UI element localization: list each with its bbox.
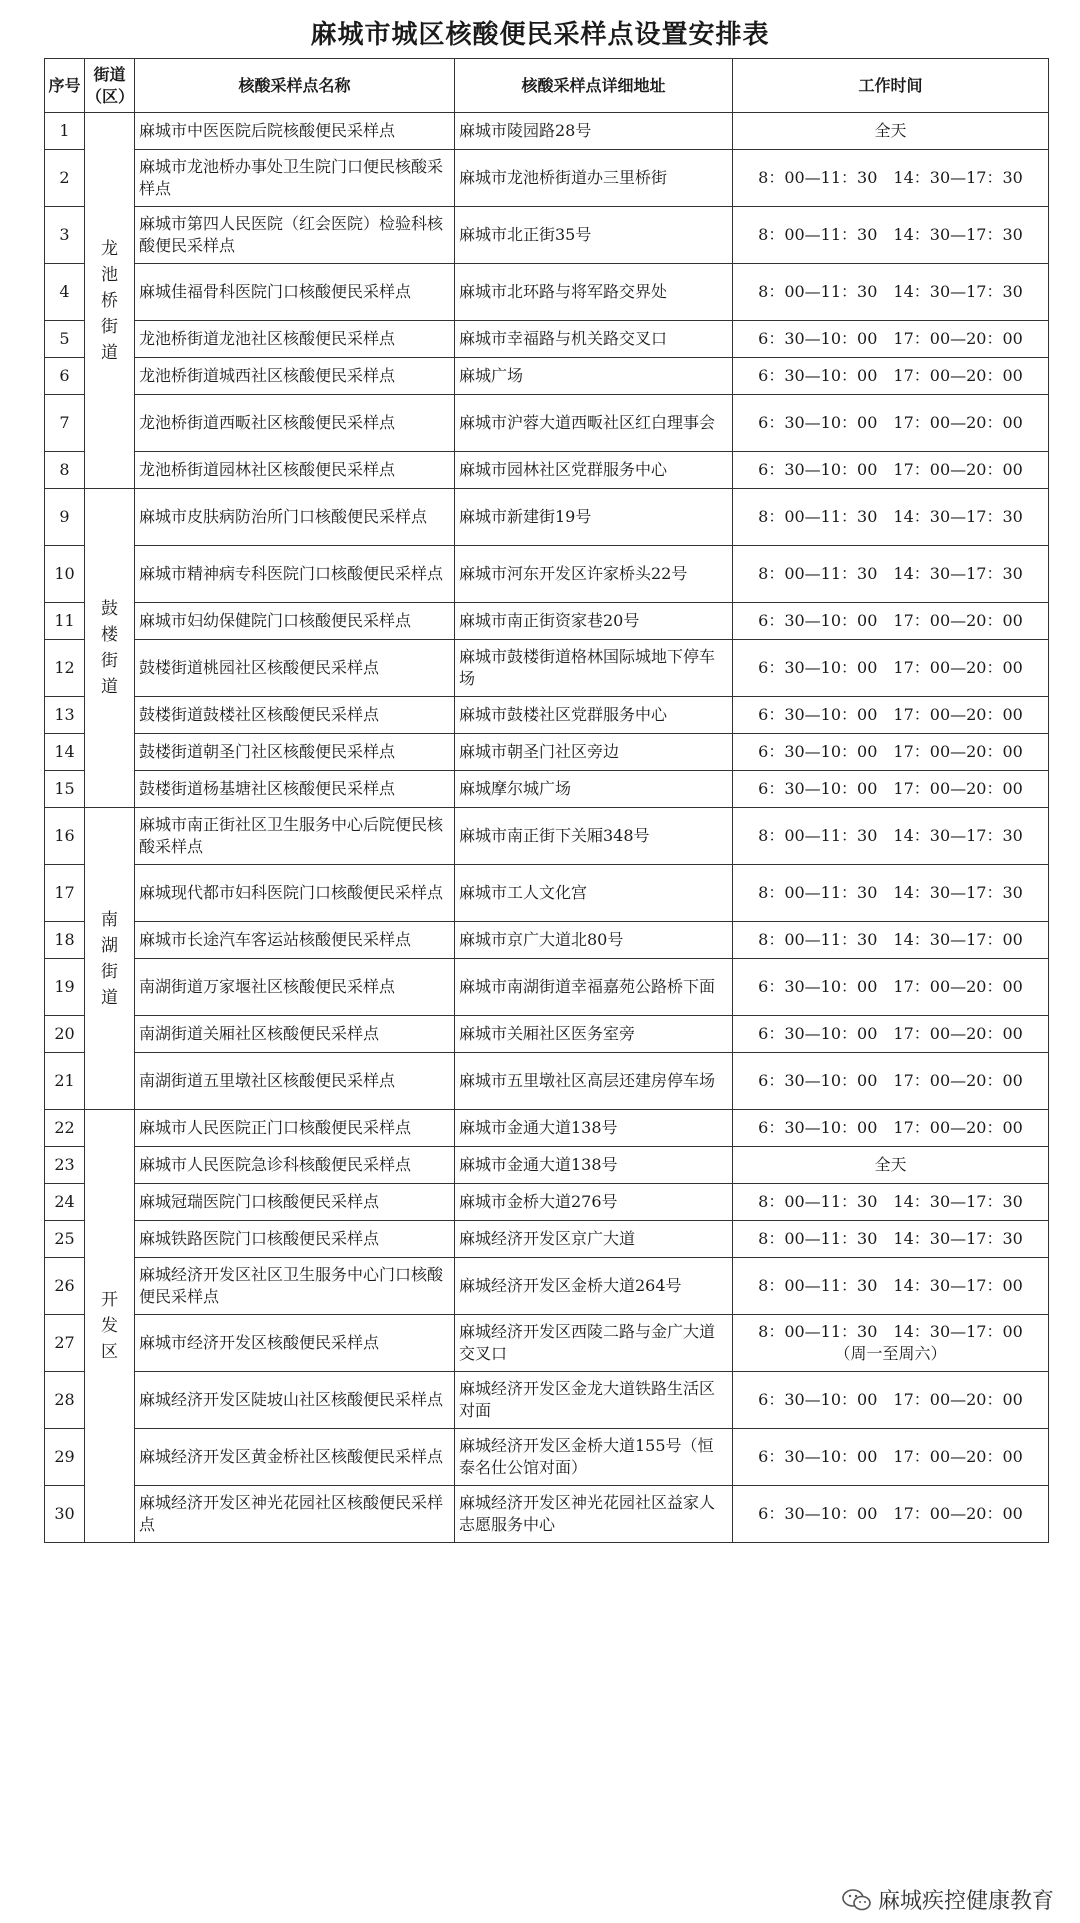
work-time-text: 8：00—11：30 14：30—17：30	[758, 826, 1023, 845]
cell-seq: 28	[45, 1372, 85, 1429]
cell-seq: 23	[45, 1147, 85, 1184]
cell-site-name: 麻城市第四人民医院（红会医院）检验科核酸便民采样点	[135, 207, 455, 264]
cell-work-time	[733, 734, 1049, 771]
page-title: 麻城市城区核酸便民采样点设置安排表	[310, 20, 770, 50]
work-time-text: 6：30—10：00 17：00—20：00	[758, 658, 1023, 677]
header-address: 核酸采样点详细地址	[455, 59, 733, 113]
cell-site-name: 南湖街道万家堰社区核酸便民采样点	[135, 959, 455, 1016]
cell-street	[85, 489, 135, 808]
watermark	[842, 1884, 1054, 1915]
watermark-text: 麻城疾控健康教育	[877, 1889, 1054, 1914]
cell-address: 麻城市金通大道138号	[455, 1147, 733, 1184]
work-time-text: 6：30—10：00 17：00—20：00	[758, 1071, 1023, 1090]
cell-site-name: 麻城铁路医院门口核酸便民采样点	[135, 1221, 455, 1258]
cell-seq: 5	[45, 321, 85, 358]
table-row	[45, 808, 1049, 865]
cell-address: 麻城经济开发区神光花园社区益家人志愿服务中心	[455, 1486, 733, 1543]
work-time-text: 8：00—11：30 14：30—17：30	[758, 225, 1023, 244]
cell-address: 麻城市工人文化宫	[455, 865, 733, 922]
street-label: 开发区	[101, 1290, 118, 1362]
cell-seq: 11	[45, 603, 85, 640]
cell-seq: 21	[45, 1053, 85, 1110]
cell-work-time	[733, 321, 1049, 358]
cell-seq: 2	[45, 150, 85, 207]
cell-work-time	[733, 113, 1049, 150]
cell-work-time	[733, 1053, 1049, 1110]
table-row	[45, 1110, 1049, 1147]
cell-work-time	[733, 1372, 1049, 1429]
table-row	[45, 1258, 1049, 1315]
table-row	[45, 358, 1049, 395]
cell-site-name: 麻城经济开发区陡坡山社区核酸便民采样点	[135, 1372, 455, 1429]
cell-work-time	[733, 264, 1049, 321]
cell-address: 麻城市陵园路28号	[455, 113, 733, 150]
cell-work-time	[733, 489, 1049, 546]
work-time-text: 8：00—11：30 14：30—17：30	[758, 1229, 1023, 1248]
cell-work-time	[733, 640, 1049, 697]
work-time-text: 6：30—10：00 17：00—20：00	[758, 1390, 1023, 1409]
cell-seq: 12	[45, 640, 85, 697]
cell-seq: 22	[45, 1110, 85, 1147]
street-label: 南湖街道	[101, 909, 118, 1008]
cell-site-name: 鼓楼街道朝圣门社区核酸便民采样点	[135, 734, 455, 771]
cell-work-time	[733, 546, 1049, 603]
work-time-note: （周一至周六）	[834, 1344, 947, 1363]
cell-address: 麻城市金通大道138号	[455, 1110, 733, 1147]
cell-site-name: 麻城冠瑞医院门口核酸便民采样点	[135, 1184, 455, 1221]
work-time-text: 8：00—11：30 14：30—17：30	[758, 507, 1023, 526]
cell-work-time	[733, 1110, 1049, 1147]
cell-site-name: 麻城市长途汽车客运站核酸便民采样点	[135, 922, 455, 959]
work-time-text: 6：30—10：00 17：00—20：00	[758, 366, 1023, 385]
cell-address: 麻城市南正街资家巷20号	[455, 603, 733, 640]
cell-site-name: 龙池桥街道西畈社区核酸便民采样点	[135, 395, 455, 452]
cell-seq: 6	[45, 358, 85, 395]
cell-site-name: 麻城市南正街社区卫生服务中心后院便民核酸采样点	[135, 808, 455, 865]
cell-seq: 29	[45, 1429, 85, 1486]
cell-address: 麻城广场	[455, 358, 733, 395]
header-seq: 序号	[45, 59, 85, 113]
work-time-text: 8：00—11：30 14：30—17：30	[758, 282, 1023, 301]
cell-address: 麻城市南正街下关厢348号	[455, 808, 733, 865]
cell-site-name: 龙池桥街道园林社区核酸便民采样点	[135, 452, 455, 489]
cell-site-name: 麻城市人民医院正门口核酸便民采样点	[135, 1110, 455, 1147]
work-time-text: 8：00—11：30 14：30—17：30	[758, 1192, 1023, 1211]
cell-address: 麻城市北环路与将军路交界处	[455, 264, 733, 321]
table-row	[45, 771, 1049, 808]
work-time-text: 8：00—11：30 14：30—17：30	[758, 564, 1023, 583]
cell-street	[85, 1110, 135, 1543]
cell-street	[85, 113, 135, 489]
cell-seq: 8	[45, 452, 85, 489]
table-row	[45, 489, 1049, 546]
cell-seq: 9	[45, 489, 85, 546]
cell-address: 麻城市园林社区党群服务中心	[455, 452, 733, 489]
cell-address: 麻城市京广大道北80号	[455, 922, 733, 959]
table-row	[45, 1315, 1049, 1372]
cell-site-name: 麻城市经济开发区核酸便民采样点	[135, 1315, 455, 1372]
cell-seq: 10	[45, 546, 85, 603]
table-row	[45, 603, 1049, 640]
cell-site-name: 麻城经济开发区黄金桥社区核酸便民采样点	[135, 1429, 455, 1486]
cell-address: 麻城市五里墩社区高层还建房停车场	[455, 1053, 733, 1110]
work-time-text: 6：30—10：00 17：00—20：00	[758, 742, 1023, 761]
table-row	[45, 150, 1049, 207]
table-row	[45, 1053, 1049, 1110]
table-row	[45, 922, 1049, 959]
cell-site-name: 南湖街道关厢社区核酸便民采样点	[135, 1016, 455, 1053]
cell-seq: 14	[45, 734, 85, 771]
cell-address: 麻城市北正街35号	[455, 207, 733, 264]
cell-seq: 25	[45, 1221, 85, 1258]
cell-address: 麻城经济开发区京广大道	[455, 1221, 733, 1258]
cell-site-name: 麻城佳福骨科医院门口核酸便民采样点	[135, 264, 455, 321]
cell-address: 麻城经济开发区金龙大道铁路生活区对面	[455, 1372, 733, 1429]
table-row	[45, 1184, 1049, 1221]
table-row	[45, 207, 1049, 264]
cell-address: 麻城市关厢社区医务室旁	[455, 1016, 733, 1053]
cell-seq: 20	[45, 1016, 85, 1053]
work-time-text: 6：30—10：00 17：00—20：00	[758, 1024, 1023, 1043]
cell-seq: 24	[45, 1184, 85, 1221]
work-time-text: 6：30—10：00 17：00—20：00	[758, 1447, 1023, 1466]
cell-seq: 3	[45, 207, 85, 264]
cell-address: 麻城市沪蓉大道西畈社区红白理事会	[455, 395, 733, 452]
table-row	[45, 113, 1049, 150]
cell-address: 麻城经济开发区金桥大道264号	[455, 1258, 733, 1315]
cell-work-time	[733, 358, 1049, 395]
cell-work-time	[733, 959, 1049, 1016]
work-time-text: 6：30—10：00 17：00—20：00	[758, 779, 1023, 798]
work-time-text: 6：30—10：00 17：00—20：00	[758, 705, 1023, 724]
table-row	[45, 734, 1049, 771]
wechat-icon	[842, 1888, 872, 1912]
cell-seq: 27	[45, 1315, 85, 1372]
cell-work-time	[733, 1016, 1049, 1053]
cell-site-name: 麻城经济开发区社区卫生服务中心门口核酸便民采样点	[135, 1258, 455, 1315]
header-time: 工作时间	[733, 59, 1049, 113]
cell-site-name: 麻城市人民医院急诊科核酸便民采样点	[135, 1147, 455, 1184]
cell-street	[85, 808, 135, 1110]
table-body	[45, 113, 1049, 1543]
table-row	[45, 959, 1049, 1016]
cell-site-name: 麻城市皮肤病防治所门口核酸便民采样点	[135, 489, 455, 546]
cell-work-time	[733, 1184, 1049, 1221]
work-time-text: 6：30—10：00 17：00—20：00	[758, 413, 1023, 432]
cell-address: 麻城市南湖街道幸福嘉苑公路桥下面	[455, 959, 733, 1016]
table-row	[45, 395, 1049, 452]
cell-work-time	[733, 603, 1049, 640]
cell-site-name: 鼓楼街道鼓楼社区核酸便民采样点	[135, 697, 455, 734]
table-row	[45, 1429, 1049, 1486]
street-label: 鼓楼街道	[101, 599, 118, 697]
cell-work-time	[733, 1258, 1049, 1315]
cell-address: 麻城市朝圣门社区旁边	[455, 734, 733, 771]
cell-work-time	[733, 771, 1049, 808]
sampling-sites-table	[44, 58, 1049, 1543]
table-row	[45, 452, 1049, 489]
cell-seq: 18	[45, 922, 85, 959]
cell-seq: 30	[45, 1486, 85, 1543]
cell-seq: 16	[45, 808, 85, 865]
cell-work-time	[733, 922, 1049, 959]
table-row	[45, 264, 1049, 321]
table-header-row	[45, 59, 1049, 113]
cell-site-name: 麻城市妇幼保健院门口核酸便民采样点	[135, 603, 455, 640]
work-time-text: 6：30—10：00 17：00—20：00	[758, 460, 1023, 479]
work-time-text: 全天	[874, 1155, 907, 1174]
cell-seq: 13	[45, 697, 85, 734]
work-time-text: 8：00—11：30 14：30—17：00	[758, 1276, 1023, 1295]
cell-site-name: 麻城市龙池桥办事处卫生院门口便民核酸采样点	[135, 150, 455, 207]
work-time-text: 全天	[874, 121, 907, 140]
header-street: 街道（区）	[85, 59, 135, 113]
table-row	[45, 640, 1049, 697]
cell-site-name: 麻城现代都市妇科医院门口核酸便民采样点	[135, 865, 455, 922]
cell-address: 麻城经济开发区金桥大道155号（恒泰名仕公馆对面）	[455, 1429, 733, 1486]
cell-site-name: 麻城经济开发区神光花园社区核酸便民采样点	[135, 1486, 455, 1543]
cell-site-name: 南湖街道五里墩社区核酸便民采样点	[135, 1053, 455, 1110]
cell-seq: 26	[45, 1258, 85, 1315]
work-time-text: 8：00—11：30 14：30—17：00	[758, 930, 1023, 949]
work-time-text: 6：30—10：00 17：00—20：00	[758, 611, 1023, 630]
cell-work-time	[733, 1315, 1049, 1372]
table-row	[45, 546, 1049, 603]
work-time-text: 8：00—11：30 14：30—17：30	[758, 168, 1023, 187]
work-time-text: 6：30—10：00 17：00—20：00	[758, 1118, 1023, 1137]
cell-work-time	[733, 395, 1049, 452]
work-time-text: 8：00—11：30 14：30—17：30	[758, 883, 1023, 902]
header-name: 核酸采样点名称	[135, 59, 455, 113]
work-time-text: 8：00—11：30 14：30—17：00	[758, 1322, 1023, 1341]
cell-address: 麻城市新建街19号	[455, 489, 733, 546]
table-row	[45, 1147, 1049, 1184]
cell-seq: 15	[45, 771, 85, 808]
cell-address: 麻城市金桥大道276号	[455, 1184, 733, 1221]
cell-work-time	[733, 150, 1049, 207]
cell-address: 麻城市河东开发区许家桥头22号	[455, 546, 733, 603]
table-row	[45, 321, 1049, 358]
table-row	[45, 865, 1049, 922]
work-time-text: 6：30—10：00 17：00—20：00	[758, 329, 1023, 348]
cell-site-name: 龙池桥街道龙池社区核酸便民采样点	[135, 321, 455, 358]
cell-work-time	[733, 697, 1049, 734]
table-row	[45, 1221, 1049, 1258]
table-row	[45, 1016, 1049, 1053]
cell-work-time	[733, 1429, 1049, 1486]
cell-address: 麻城摩尔城广场	[455, 771, 733, 808]
work-time-text: 6：30—10：00 17：00—20：00	[758, 977, 1023, 996]
cell-site-name: 鼓楼街道杨基塘社区核酸便民采样点	[135, 771, 455, 808]
work-time-text: 6：30—10：00 17：00—20：00	[758, 1504, 1023, 1523]
cell-site-name: 龙池桥街道城西社区核酸便民采样点	[135, 358, 455, 395]
cell-work-time	[733, 808, 1049, 865]
cell-site-name: 麻城市中医医院后院核酸便民采样点	[135, 113, 455, 150]
cell-work-time	[733, 452, 1049, 489]
table-row	[45, 697, 1049, 734]
cell-seq: 1	[45, 113, 85, 150]
cell-site-name: 鼓楼街道桃园社区核酸便民采样点	[135, 640, 455, 697]
street-label: 龙池桥街道	[101, 238, 118, 363]
cell-work-time	[733, 1221, 1049, 1258]
table-row	[45, 1486, 1049, 1543]
cell-address: 麻城市鼓楼社区党群服务中心	[455, 697, 733, 734]
cell-seq: 7	[45, 395, 85, 452]
cell-address: 麻城市幸福路与机关路交叉口	[455, 321, 733, 358]
cell-site-name: 麻城市精神病专科医院门口核酸便民采样点	[135, 546, 455, 603]
cell-work-time	[733, 865, 1049, 922]
cell-seq: 4	[45, 264, 85, 321]
cell-work-time	[733, 1486, 1049, 1543]
cell-address: 麻城市鼓楼街道格林国际城地下停车场	[455, 640, 733, 697]
table-row	[45, 1372, 1049, 1429]
cell-address: 麻城经济开发区西陵二路与金广大道交叉口	[455, 1315, 733, 1372]
cell-work-time	[733, 1147, 1049, 1184]
cell-seq: 17	[45, 865, 85, 922]
cell-address: 麻城市龙池桥街道办三里桥街	[455, 150, 733, 207]
cell-work-time	[733, 207, 1049, 264]
cell-seq: 19	[45, 959, 85, 1016]
